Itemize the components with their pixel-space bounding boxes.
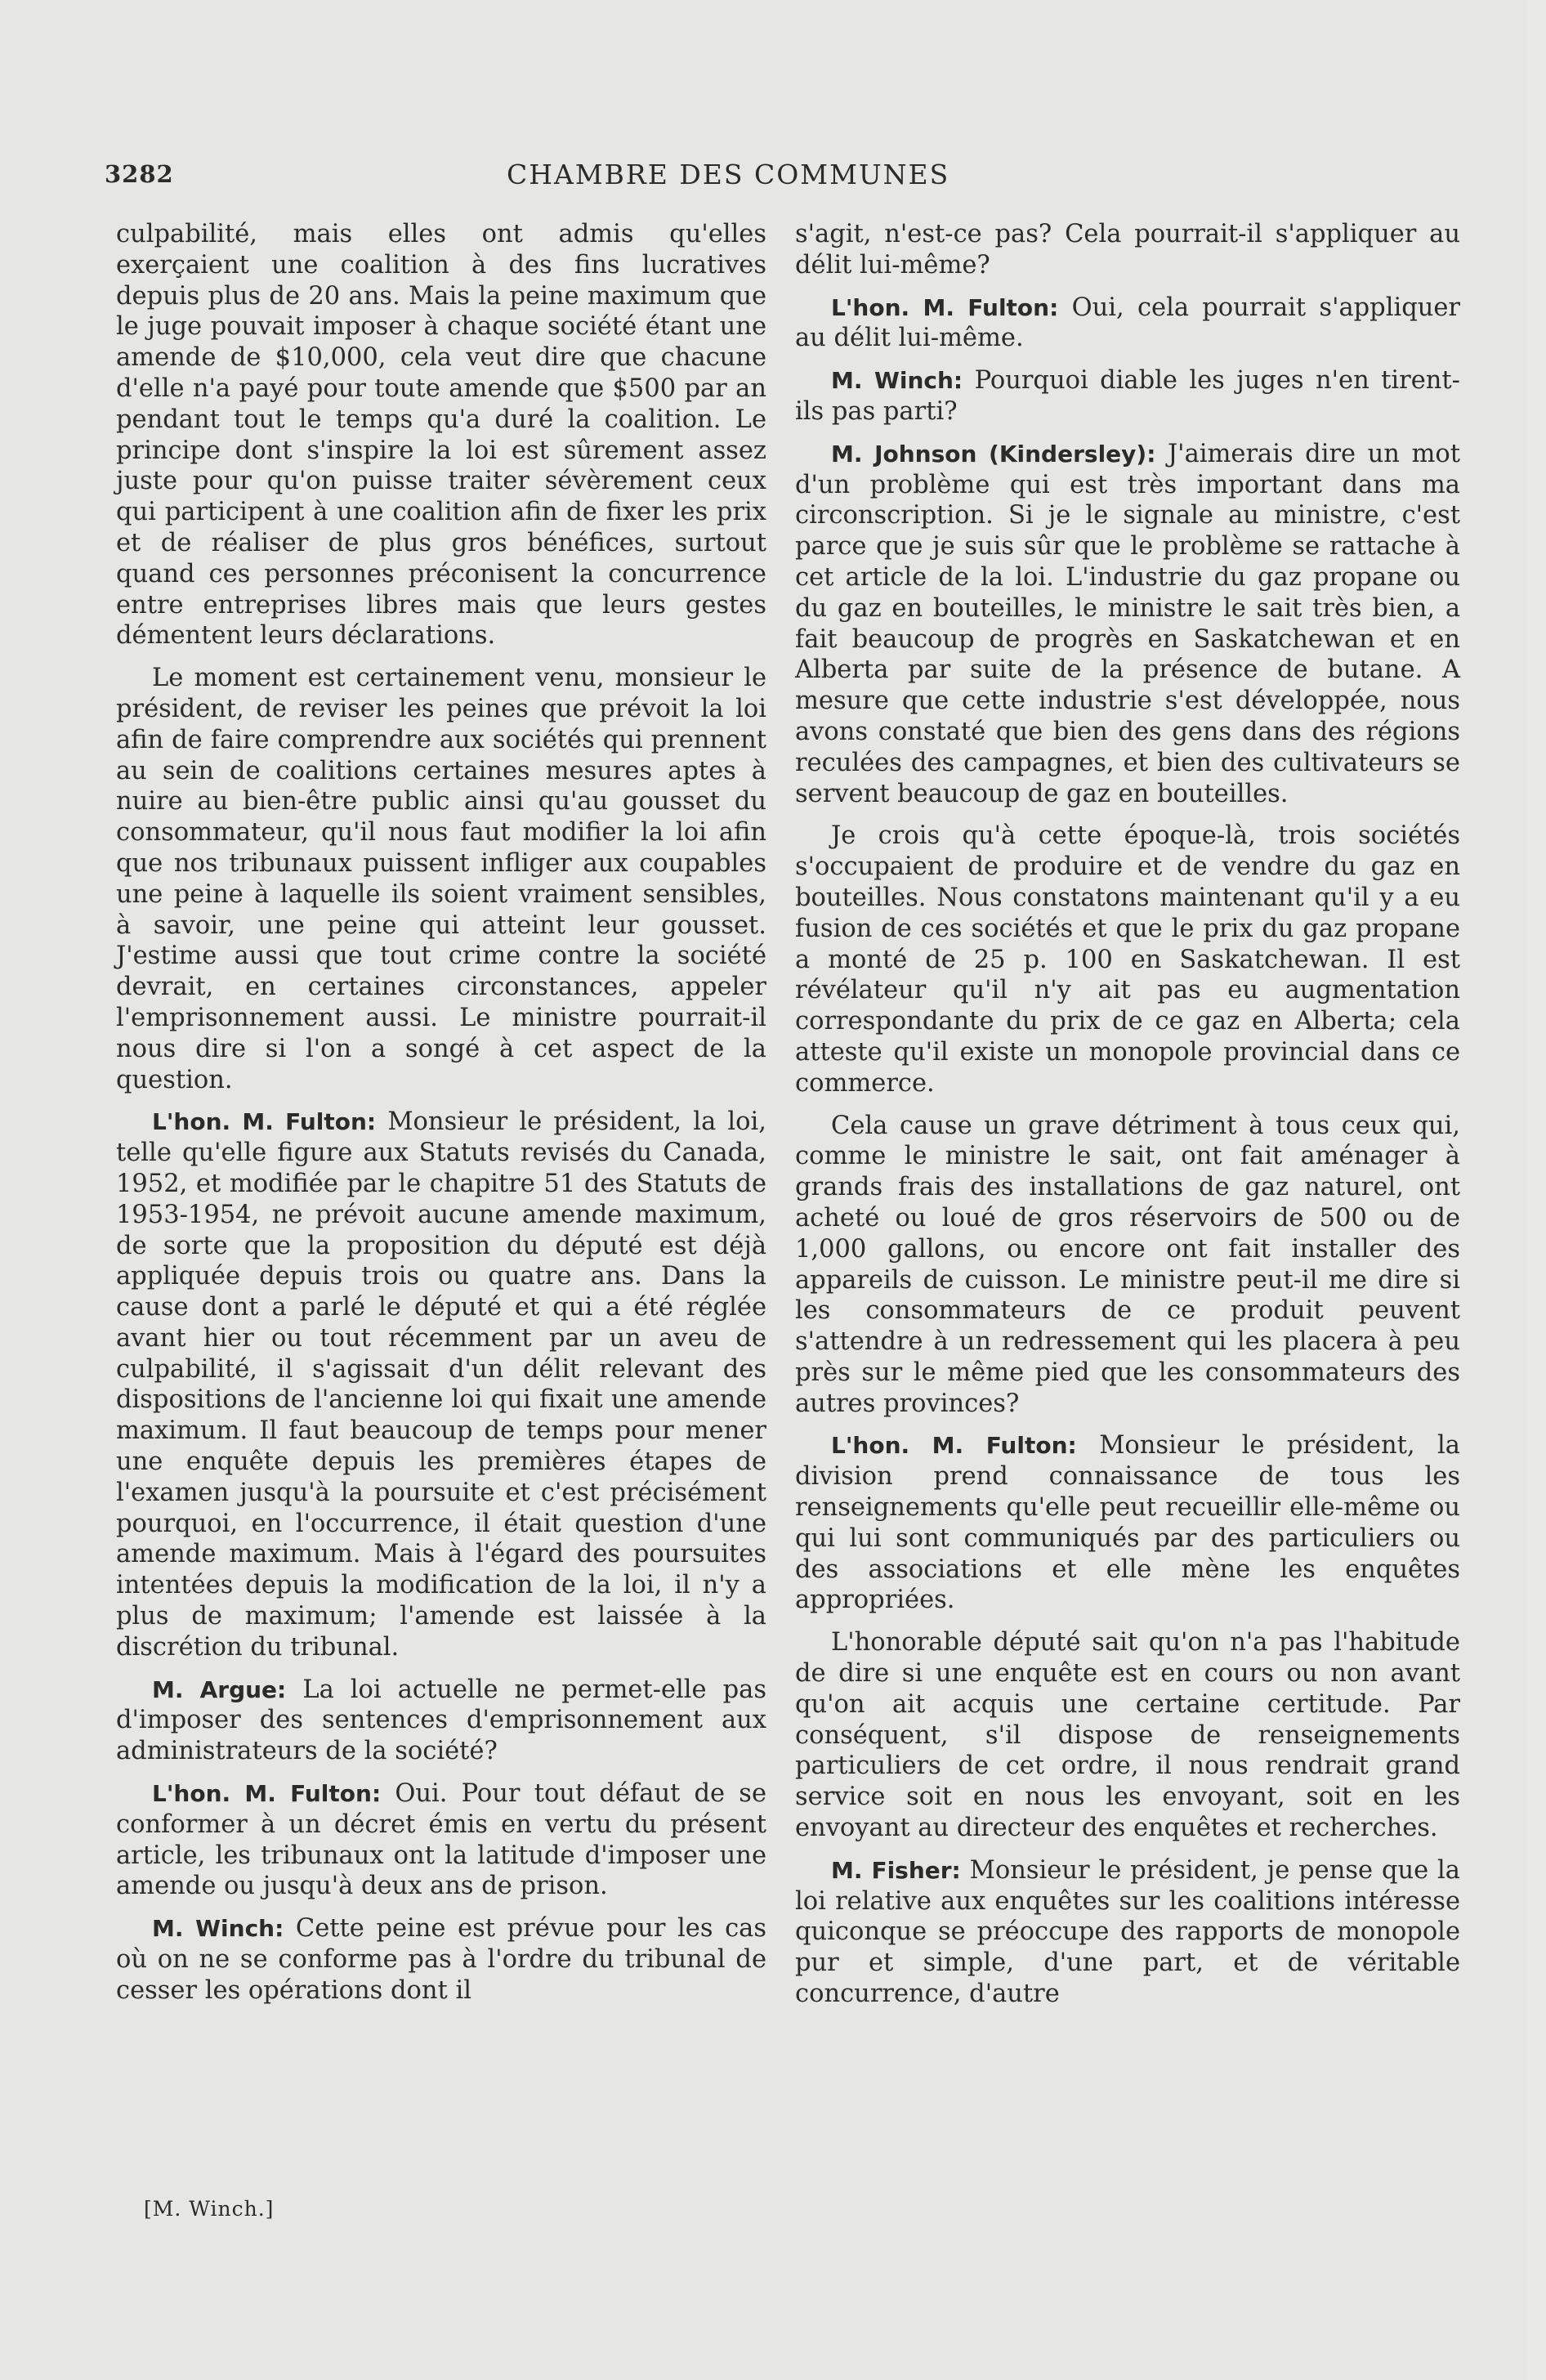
- paragraph: [795, 293, 1460, 355]
- paragraph-text: L'honorable député sait qu'on n'a pas l'habitude de dire si une enquête est en cours ou non avant qu'on ait acquis une certaine certitude. Par conséquent, s'il dispose de renseignements particuliers de cet ordre, il nous rendrait grand service soit en nous les envoyant, soit en les envoyant au directeur des enquêtes et recherches.: [795, 1628, 1460, 1843]
- page-title: CHAMBRE DES COMMUNES: [507, 159, 950, 190]
- paragraph: [116, 219, 766, 651]
- speaker-label: M. Fisher:: [831, 1856, 961, 1884]
- paragraph: [116, 1107, 766, 1662]
- paragraph-text: Oui. Pour tout défaut de se conformer à un décret émis en vertu du présent article, les tribunaux ont la latitude d'imposer une amende ou jusqu'à deux ans de prison.: [116, 1779, 766, 1901]
- paragraph: [116, 663, 766, 1095]
- paragraph: [795, 1855, 1460, 2010]
- paragraph: [795, 219, 1460, 281]
- paragraph: [116, 1913, 766, 2006]
- paragraph-text: Monsieur le président, je pense que la loi relative aux enquêtes sur les coalitions intéresse quiconque se préoccupe des rapports de monopole pur et simple, d'une part, et de véritable concurrence, d'autre: [795, 1855, 1460, 2009]
- footer-note: [M. Winch.]: [144, 2197, 275, 2221]
- paragraph: [795, 1111, 1460, 1420]
- paragraph-text: Je crois qu'à cette époque-là, trois sociétés s'occupaient de produire et de vendre du gaz en bouteilles. Nous constatons maintenant qu'il y a eu fusion de ces sociétés et que le prix du gaz propane a monté de 25 p. 100 en Saskatchewan. Il est révélateur qu'il n'y ait pas eu augmentation correspondante du prix de ce gaz en Alberta; cela atteste qu'il existe un monopole provincial dans ce commerce.: [795, 821, 1460, 1098]
- speaker-label: M. Winch:: [152, 1915, 284, 1943]
- paragraph: [795, 365, 1460, 427]
- speaker-label: M. Winch:: [831, 367, 963, 395]
- speaker-label: M. Argue:: [152, 1675, 287, 1703]
- paragraph: [795, 1430, 1460, 1616]
- paragraph: [795, 439, 1460, 810]
- paragraph-text: Monsieur le président, la loi, telle qu'elle figure aux Statuts revisés du Canada, 1952, et modifiée par le chapitre 51 des Statuts de 1953-1954, ne prévoit aucune amende maximum, de sorte que la proposition du député est déjà appliquée depuis trois ou quatre ans. Dans la cause dont a parlé le député et qui a été réglée avant hier ou tout récemment par un aveu de culpabilité, il s'agissait d'un délit relevant des dispositions de l'ancienne loi qui fixait une amende maximum. Il faut beaucoup de temps pour mener une enquête depuis les premières étapes de l'examen jusqu'à la poursuite et c'est précisément pourquoi, en l'occurrence, il était question d'une amende maximum. Mais à l'égard des poursuites intentées depuis la modification de la loi, il n'y a plus de maximum; l'amende est laissée à la discrétion du tribunal.: [116, 1107, 766, 1662]
- page-number: 3282: [105, 160, 174, 188]
- paragraph: [116, 1778, 766, 1902]
- paragraph-text: culpabilité, mais elles ont admis qu'elles exerçaient une coalition à des fins lucratives depuis plus de 20 ans. Mais la peine maximum que le juge pouvait imposer à chaque société étant une amende de $10,000, cela veut dire que chacune d'elle n'a payé pour toute amende que $500 par an pendant tout le temps qu'a duré la coalition. Le principe dont s'inspire la loi est sûrement assez juste pour qu'on puisse traiter sévèrement ceux qui participent à une coalition afin de fixer les prix et de réaliser de plus gros bénéfices, surtout quand ces personnes préconisent la concurrence entre entreprises libres mais que leurs gestes démentent leurs déclarations.: [116, 220, 766, 651]
- left-column: [116, 219, 766, 2018]
- speaker-label: L'hon. M. Fulton:: [831, 293, 1059, 321]
- speaker-label: L'hon. M. Fulton:: [152, 1108, 377, 1136]
- paragraph-text: Oui, cela pourrait s'appliquer au délit lui-même.: [795, 293, 1460, 353]
- paragraph-text: Le moment est certainement venu, monsieur le président, de reviser les peines que prévoit la loi afin de faire comprendre aux sociétés qui prennent au sein de coalitions certaines mesures aptes à nuire au bien-être public ainsi qu'au gousset du consommateur, qu'il nous faut modifier la loi afin que nos tribunaux puissent infliger aux coupables une peine à laquelle ils soient vraiment sensibles, à savoir, une peine qui atteint leur gousset. J'estime aussi que tout crime contre la société devrait, en certaines circonstances, appeler l'emprisonnement aussi. Le ministre pourrait-il nous dire si l'on a songé à cet aspect de la question.: [116, 664, 766, 1094]
- paragraph-text: Monsieur le président, la division prend connaissance de tous les renseignements qu'elle peut recueillir elle-même ou qui lui sont communiqués par des particuliers ou des associations et elle mène les enquêtes appropriées.: [795, 1431, 1460, 1615]
- paragraph-text: Cette peine est prévue pour les cas où on ne se conforme pas à l'ordre du tribunal de cesser les opérations dont il: [116, 1914, 766, 2005]
- right-column: [795, 219, 1460, 2021]
- paragraph-text: J'aimerais dire un mot d'un problème qui est très important dans ma circonscription. Si je le signale au ministre, c'est parce que je suis sûr que le problème se rattache à cet article de la loi. L'industrie du gaz propane ou du gaz en bouteilles, le ministre le sait très bien, a fait beaucoup de progrès en Saskatchewan et en Alberta par suite de la présence de butane. A mesure que cette industrie s'est développée, nous avons constaté que bien des gens dans des régions reculées des campagnes, et bien des cultivateurs se servent beaucoup de gaz en bouteilles.: [795, 439, 1460, 808]
- paragraph-text: Pourquoi diable les juges n'en tirent-ils pas parti?: [795, 366, 1460, 426]
- paragraph-text: Cela cause un grave détriment à tous ceux qui, comme le ministre le sait, ont fait aménager à grands frais des installations de gaz naturel, ont acheté ou loué de gros réservoirs de 500 ou de 1,000 gallons, ou encore ont fait installer des appareils de cuisson. Le ministre peut-il me dire si les consommateurs de ce produit peuvent s'attendre à un redressement qui les placera à peu près sur le même pied que les consommateurs des autres provinces?: [795, 1111, 1460, 1418]
- speaker-label: L'hon. M. Fulton:: [831, 1432, 1077, 1460]
- paragraph: [795, 1627, 1460, 1844]
- speaker-label: M. Johnson (Kindersley):: [831, 440, 1156, 468]
- paragraph: [116, 1675, 766, 1767]
- paragraph-text: s'agit, n'est-ce pas? Cela pourrait-il s'appliquer au délit lui-même?: [795, 220, 1460, 280]
- paragraph-text: La loi actuelle ne permet-elle pas d'imposer des sentences d'emprisonnement aux administrateurs de la société?: [116, 1675, 766, 1766]
- speaker-label: L'hon. M. Fulton:: [152, 1780, 382, 1808]
- paragraph: [795, 821, 1460, 1098]
